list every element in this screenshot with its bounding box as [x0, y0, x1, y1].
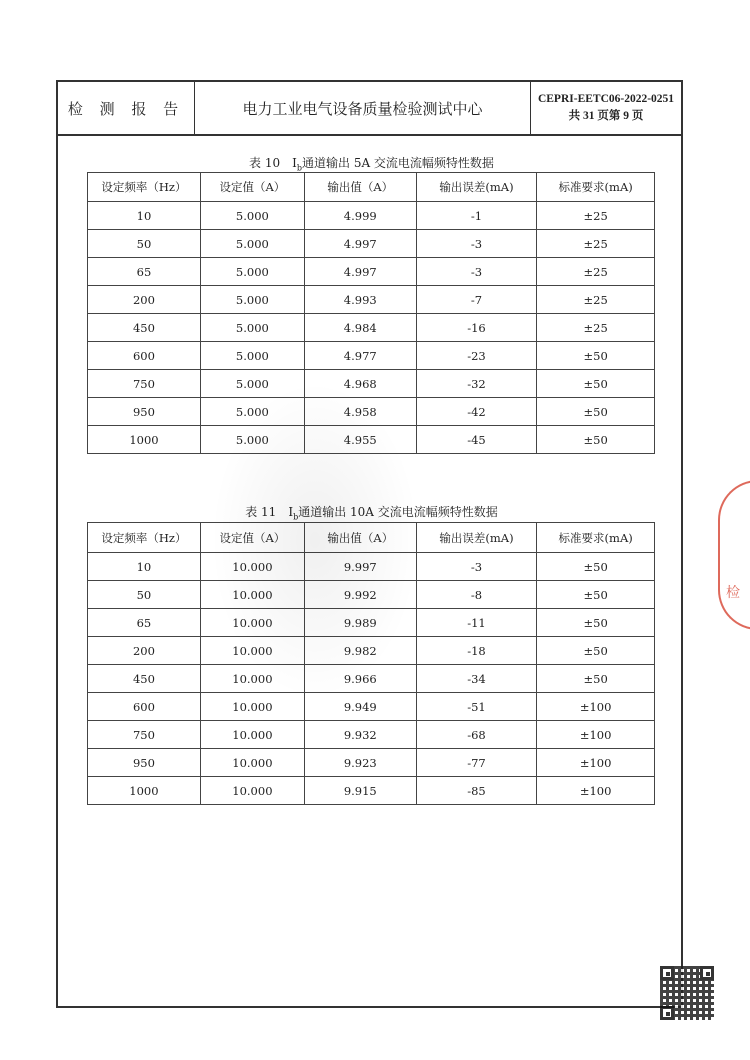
table10-caption	[58, 154, 685, 172]
table11-cell: -8	[416, 581, 537, 609]
table10-cell: 600	[88, 342, 201, 370]
header-organization: 电力工业电气设备质量检验测试中心	[195, 82, 531, 134]
table10-cell: ±50	[537, 426, 655, 454]
table11-cell: ±100	[537, 693, 655, 721]
table11-cell: ±100	[537, 749, 655, 777]
table11-cell: -3	[416, 553, 537, 581]
table10-cell: 5.000	[200, 342, 304, 370]
table10-header-cell: 标准要求(mA)	[537, 173, 655, 202]
table11-cell: -34	[416, 665, 537, 693]
table11-cell: ±50	[537, 609, 655, 637]
table10-cell: 4.997	[304, 230, 416, 258]
table11-cell: -51	[416, 693, 537, 721]
table10-cell: 750	[88, 370, 201, 398]
table10-caption-suffix: 通道输出 5A 交流电流幅频特性数据	[302, 156, 494, 170]
table11-cell: 950	[88, 749, 201, 777]
table10-cell: 4.984	[304, 314, 416, 342]
table11-cell: -77	[416, 749, 537, 777]
table10-cell: ±25	[537, 258, 655, 286]
table10-cell: 4.993	[304, 286, 416, 314]
report-number: CEPRI-EETC06-2022-0251	[537, 93, 675, 105]
table11-cell: 10.000	[200, 721, 304, 749]
table11-cell: 9.992	[304, 581, 416, 609]
table-row	[88, 777, 655, 805]
table10-cell: -1	[416, 202, 537, 230]
table10-header-cell: 输出误差(mA)	[416, 173, 537, 202]
table11-cell: -18	[416, 637, 537, 665]
table11-cell: 9.923	[304, 749, 416, 777]
table10-cell: 4.968	[304, 370, 416, 398]
table10-cell: ±25	[537, 230, 655, 258]
table11-header-cell: 输出误差(mA)	[416, 523, 537, 553]
table11-cell: 9.982	[304, 637, 416, 665]
table11-cell: 10	[88, 553, 201, 581]
table10-cell: -32	[416, 370, 537, 398]
cepri-watermark	[210, 380, 420, 700]
table11-cell: 10.000	[200, 665, 304, 693]
table10-cell: 65	[88, 258, 201, 286]
table10-cell: -16	[416, 314, 537, 342]
header-doc-type: 检 测 报 告	[58, 82, 195, 134]
table11-cell: 10.000	[200, 581, 304, 609]
table11-cell: 600	[88, 693, 201, 721]
table11-cell: 10.000	[200, 749, 304, 777]
table10-cell: 5.000	[200, 230, 304, 258]
table11-caption-sub: b	[293, 512, 299, 522]
table11-cell: ±100	[537, 777, 655, 805]
qr-finder	[700, 966, 714, 980]
table11-header-cell: 设定频率（Hz）	[88, 523, 201, 553]
table11-cell: 9.997	[304, 553, 416, 581]
table11-cell: 9.989	[304, 609, 416, 637]
table11-cell: ±50	[537, 553, 655, 581]
qr-finder	[660, 1006, 674, 1020]
table10-caption-sub: b	[296, 163, 302, 173]
table10-cell: 4.958	[304, 398, 416, 426]
table11-caption-prefix: 表 11 I	[245, 505, 294, 519]
table11-cell: 1000	[88, 777, 201, 805]
table10-cell: 5.000	[200, 370, 304, 398]
table11-cell: ±100	[537, 721, 655, 749]
table11-cell: 10.000	[200, 777, 304, 805]
table10-cell: -3	[416, 230, 537, 258]
table10-cell: -45	[416, 426, 537, 454]
table-row	[88, 314, 655, 342]
table10-header-cell: 输出值（A）	[304, 173, 416, 202]
page-number: 共 31 页第 9 页	[568, 110, 644, 122]
table10-cell: 4.955	[304, 426, 416, 454]
table-row	[88, 286, 655, 314]
table10-header-cell: 设定值（A）	[200, 173, 304, 202]
table10-cell: -7	[416, 286, 537, 314]
table11-cell: 9.949	[304, 693, 416, 721]
table11-cell: 9.915	[304, 777, 416, 805]
stamp-text: 检	[726, 585, 740, 601]
qr-code-icon	[660, 966, 714, 1020]
table11-cell: ±50	[537, 581, 655, 609]
table10-cell: ±50	[537, 370, 655, 398]
table-row	[88, 342, 655, 370]
table10-header-cell: 设定频率（Hz）	[88, 173, 201, 202]
table10-cell: 4.977	[304, 342, 416, 370]
table10-cell: ±25	[537, 286, 655, 314]
table10-cell: ±50	[537, 398, 655, 426]
table10-cell: 4.999	[304, 202, 416, 230]
table11-header-cell: 设定值（A）	[200, 523, 304, 553]
table10-cell: 5.000	[200, 202, 304, 230]
table11-cell: -85	[416, 777, 537, 805]
table11-cell: 750	[88, 721, 201, 749]
table10-cell: 450	[88, 314, 201, 342]
table11-cell: -11	[416, 609, 537, 637]
table10-cell: 950	[88, 398, 201, 426]
table10-cell: 5.000	[200, 286, 304, 314]
table10-cell: 5.000	[200, 258, 304, 286]
table-row	[88, 230, 655, 258]
table10-cell: ±50	[537, 342, 655, 370]
table10-cell: 4.997	[304, 258, 416, 286]
table11-header-cell: 输出值（A）	[304, 523, 416, 553]
table11-cell: 10.000	[200, 553, 304, 581]
qr-finder	[660, 966, 674, 980]
table11-cell: ±50	[537, 637, 655, 665]
table10-cell: 50	[88, 230, 201, 258]
table10-cell: 5.000	[200, 426, 304, 454]
table10-cell: 5.000	[200, 314, 304, 342]
table11-cell: 10.000	[200, 609, 304, 637]
table11-cell: ±50	[537, 665, 655, 693]
table10-cell: -3	[416, 258, 537, 286]
inspection-stamp	[718, 480, 750, 630]
table11-cell: 9.932	[304, 721, 416, 749]
report-header	[58, 82, 681, 136]
table10-cell: ±25	[537, 314, 655, 342]
table10-cell: -42	[416, 398, 537, 426]
table11-caption-suffix: 通道输出 10A 交流电流幅频特性数据	[298, 505, 498, 519]
table11-cell: 200	[88, 637, 201, 665]
table11-cell: 50	[88, 581, 201, 609]
table10-cell: ±25	[537, 202, 655, 230]
table-row	[88, 202, 655, 230]
table-row	[88, 749, 655, 777]
table10-cell: -23	[416, 342, 537, 370]
table10-cell: 5.000	[200, 398, 304, 426]
table11-cell: 9.966	[304, 665, 416, 693]
table-row	[88, 258, 655, 286]
table10-cell: 10	[88, 202, 201, 230]
table11-cell: 10.000	[200, 637, 304, 665]
header-report-info	[531, 82, 681, 134]
table11-header-cell: 标准要求(mA)	[537, 523, 655, 553]
table-row	[88, 721, 655, 749]
table10-cell: 200	[88, 286, 201, 314]
table11-cell: -68	[416, 721, 537, 749]
table11-cell: 10.000	[200, 693, 304, 721]
table10-caption-prefix: 表 10 I	[249, 156, 297, 170]
table11-cell: 450	[88, 665, 201, 693]
table10-cell: 1000	[88, 426, 201, 454]
table11-cell: 65	[88, 609, 201, 637]
